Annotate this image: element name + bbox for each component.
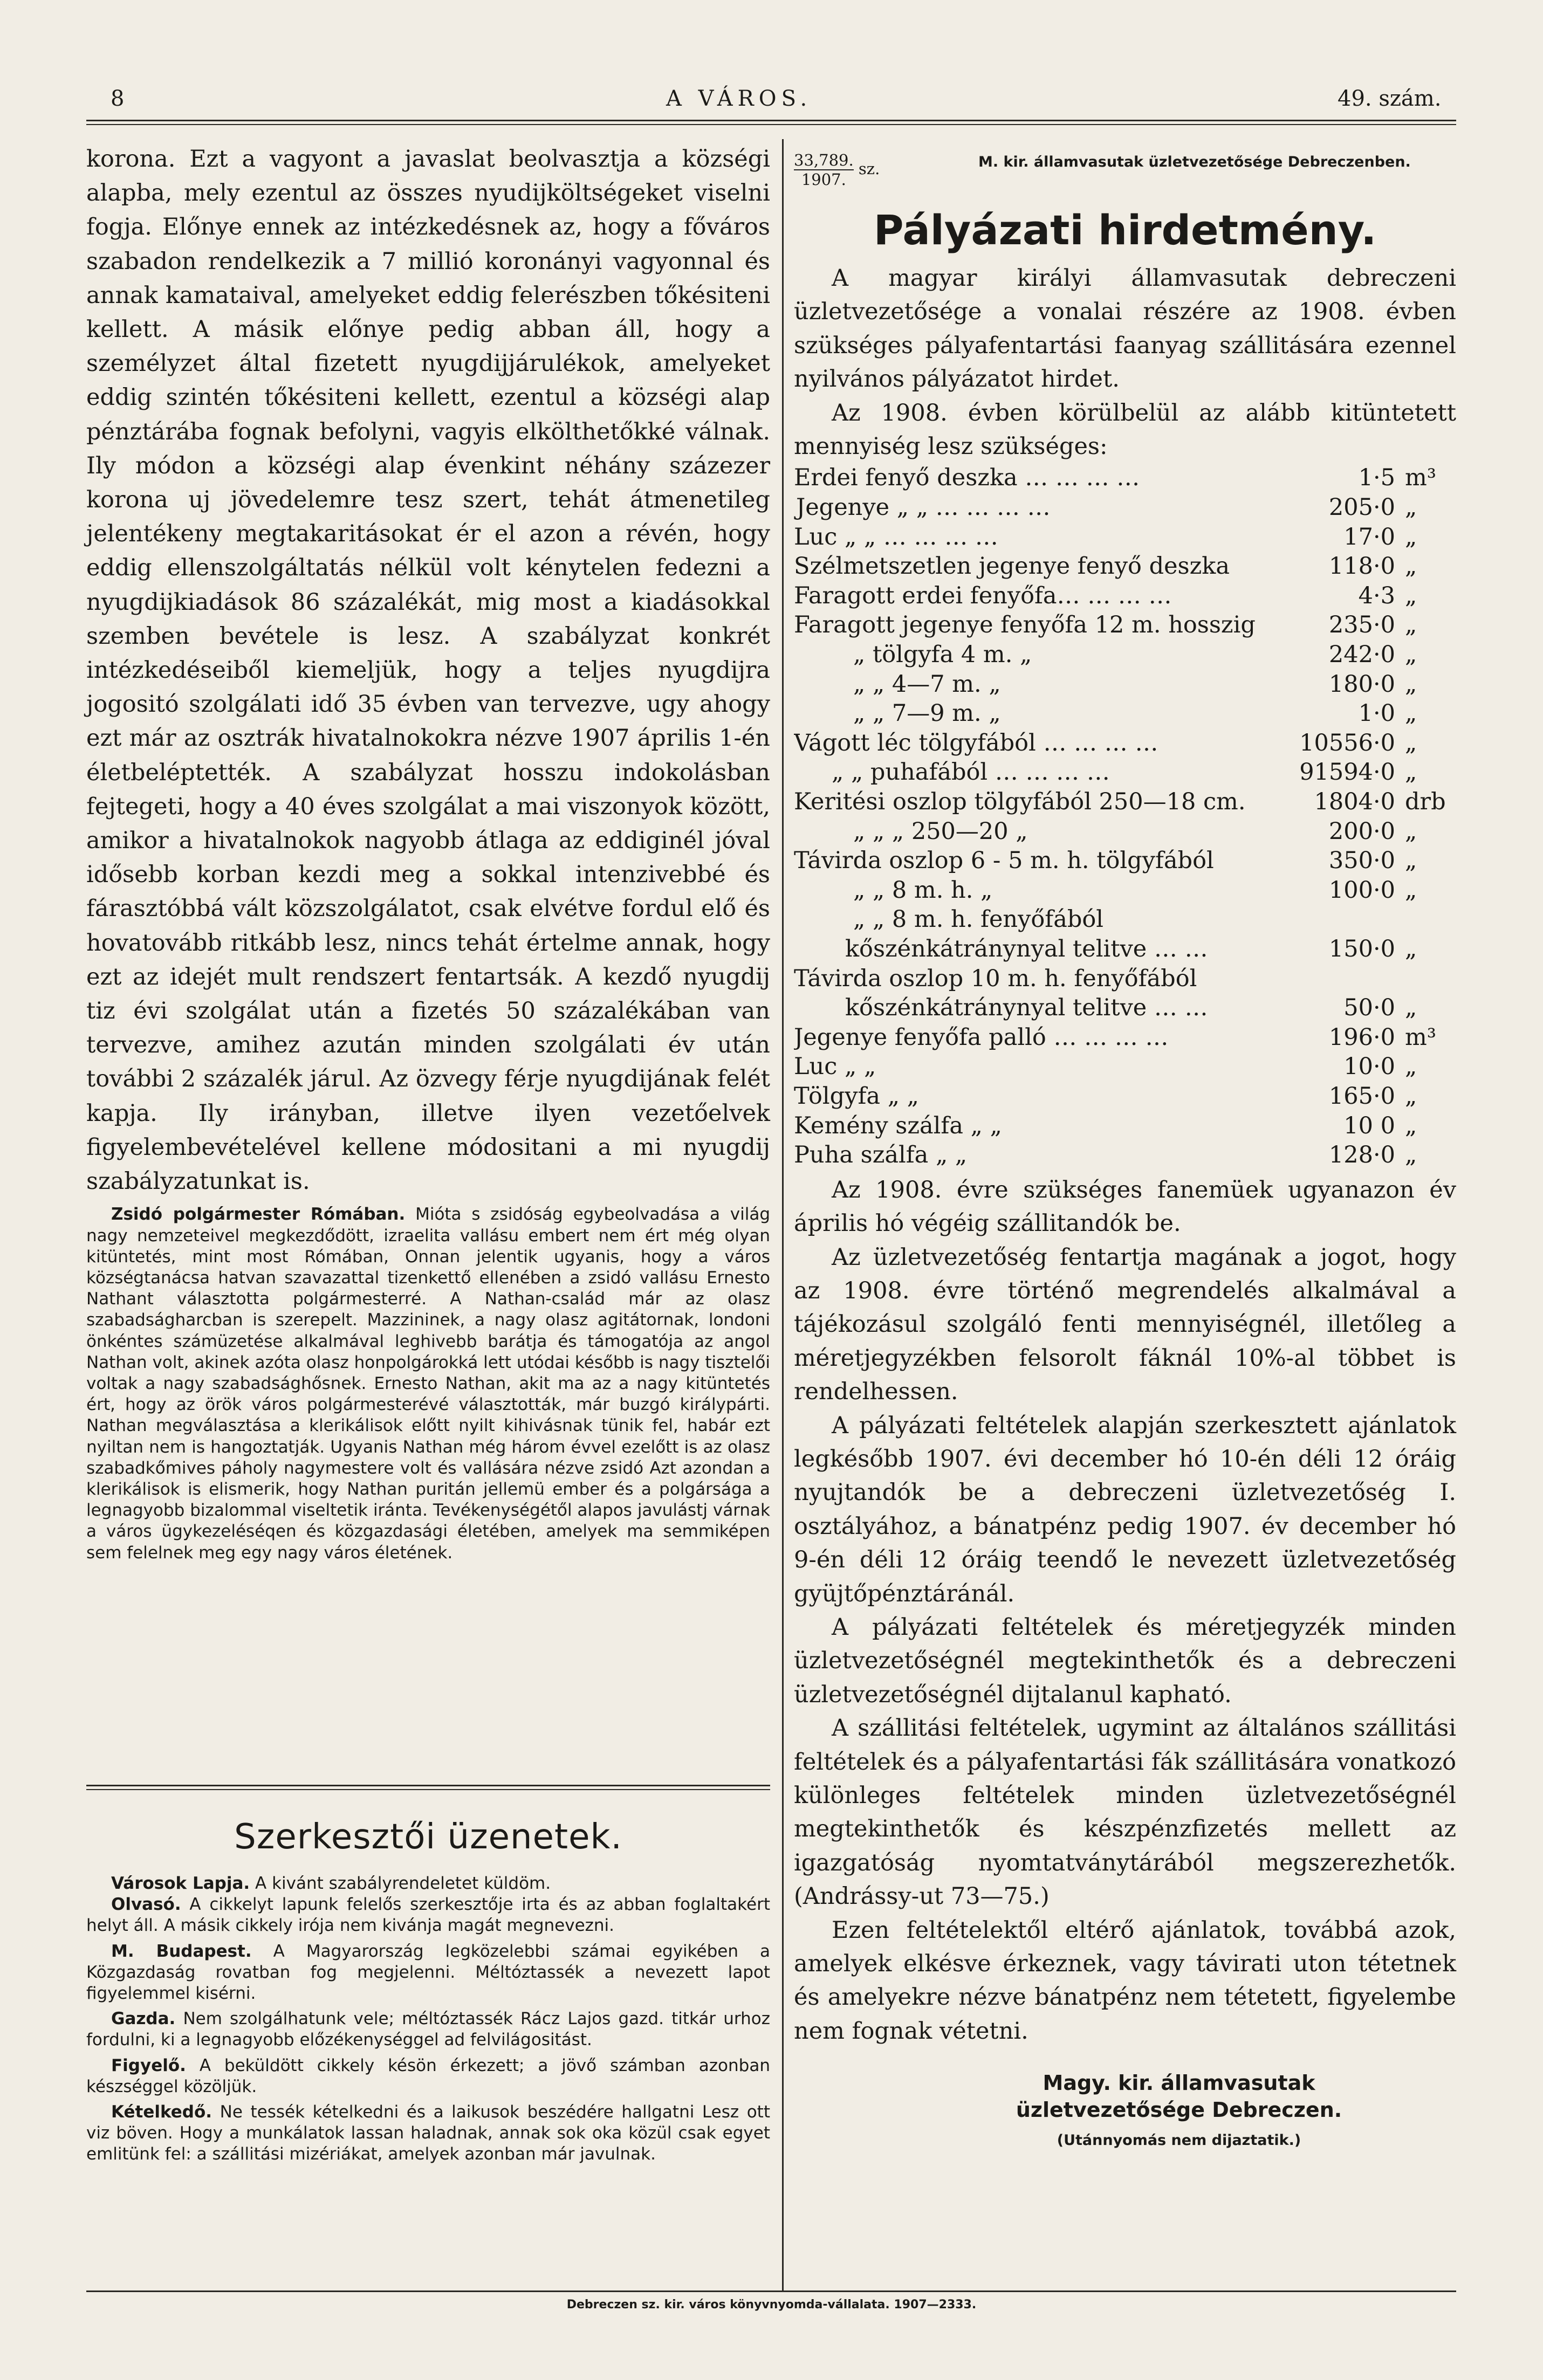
material-unit (1395, 905, 1456, 934)
material-quantity: 91594·0 (1299, 759, 1396, 786)
material-quantity: 200·0 (1328, 817, 1396, 845)
material-quantity: 235·0 (1328, 611, 1396, 639)
material-name: Erdei fenyő deszka … … … … (794, 464, 1140, 492)
material-name: Szélmetszetlen jegenye fenyő deszka (794, 553, 1230, 580)
material-quantity: 1·5 (1358, 464, 1396, 492)
notice-paragraph: Ezen feltételektől eltérő ajánlatok, továbbá azok, amelyek elkésve érkeznek, vagy távirati uton tétetnek és amelyekre nézve bánatpénz nem tétetett, figyelembe nem fognak vétetni. (794, 1916, 1456, 2045)
material-quantity (1299, 905, 1395, 934)
note-text: A beküldött cikkely késön érkezett; a jövő számban azonban készséggel közöljük. (86, 2055, 770, 2096)
material-unit: „ (1405, 729, 1417, 756)
material-name: Távirda oszlop 6 - 5 m. h. tölgyfából (794, 847, 1214, 875)
material-name: Faragott erdei fenyőfa… … … … (794, 582, 1172, 609)
table-row (794, 728, 1456, 758)
notice-paragraph: A szállitási feltételek, ugymint az általános szállitási feltételek és a pályafentartási fák szállitására vonatkozó különleges feltételek minden üzletvezetőségnél megtekinthetők és készpénzfizetés mellett az igazgatóság nyomtatványtárából megszerezhetők. (Andrássy-ut 73—75.) (794, 1715, 1456, 1910)
material-name: „ „ 7—9 m. „ (853, 700, 1001, 727)
editor-notes-section (86, 1817, 770, 2165)
notice-lead: Az 1908. évben körülbelül az alább kitüntetett mennyiség lesz szükséges: (794, 399, 1456, 460)
notice-title: Pályázati hirdetmény. (873, 206, 1377, 254)
material-name: Távirda oszlop 10 m. h. fenyőfából (794, 965, 1197, 992)
material-quantity: 10556·0 (1299, 729, 1396, 756)
material-name: „ „ 4—7 m. „ (853, 670, 1001, 698)
note-text: A kivánt szabályrendeletet küldöm. (255, 1874, 551, 1893)
material-unit: „ (1405, 611, 1417, 639)
printer-imprint: Debreczen sz. kir. város könyvnyomda-vállalata. 1907—2333. (566, 2298, 977, 2312)
material-name: Kemény szálfa „ „ (794, 1112, 1002, 1139)
news-item (86, 1204, 770, 1563)
material-name: kőszénkátránynyal telitve … … (845, 935, 1208, 962)
editor-note (86, 1894, 770, 1936)
material-unit: drb (1405, 788, 1446, 815)
material-unit: „ (1405, 935, 1417, 962)
table-row (794, 787, 1456, 817)
signature-line: üzletvezetősége Debreczen. (1016, 2098, 1342, 2122)
notice-paragraph: Az üzletvezetőség fentartja magának a jogot, hogy az 1908. évre történő megrendelés alkalmával a tájékozásul szolgáló fenti mennyiségnél, illetőleg a méretjegyzékben felsorolt fáknál 10%-al többet is rendelhessen. (794, 1243, 1456, 1406)
table-row (794, 610, 1456, 640)
note-recipient: Gazda. (111, 2009, 176, 2029)
table-row (794, 846, 1456, 876)
material-name: Puha szálfa „ „ (794, 1141, 968, 1169)
material-quantity: 10 0 (1343, 1112, 1396, 1139)
left-column (86, 142, 770, 1564)
material-name: „ „ 8 m. h. „ (853, 876, 993, 904)
table-row (794, 670, 1456, 699)
material-unit: „ (1405, 582, 1417, 609)
material-quantity: 242·0 (1328, 641, 1396, 668)
material-unit: „ (1405, 1141, 1417, 1169)
material-quantity: 180·0 (1328, 670, 1396, 698)
note-recipient: Olvasó. (111, 1895, 181, 1915)
material-name: „ „ „ 250—20 „ (853, 817, 1028, 845)
note-text: A cikkelyt lapunk felelős szerkesztője irta és az abban foglaltakért helyt áll. A másik cikkely irója nem kivánja magát megnevezni. (86, 1895, 770, 1936)
material-quantity: 50·0 (1343, 994, 1396, 1022)
notice-signature (902, 2069, 1456, 2149)
notice-heading-line (794, 151, 1456, 205)
table-row (794, 493, 1456, 522)
material-name: Luc „ „ (794, 1053, 876, 1081)
issuer-line: M. kir. államvasutak üzletvezetősége Debreczenben. (978, 154, 1411, 170)
reference-number-value: 33,789. (794, 151, 854, 169)
section-rule (86, 1785, 770, 1786)
material-quantity (1299, 964, 1395, 994)
editor-notes-list (86, 1873, 770, 2165)
note-text: A Magyarország legközelebbi számai egyikében a Közgazdaság rovatban fog megjelenni. Méltóztassék a nevezett lapot figyelemmel kisérni. (86, 1941, 770, 2004)
table-row (794, 905, 1456, 934)
news-title: Zsidó polgármester Rómában. (111, 1205, 406, 1225)
editor-note (86, 1941, 770, 2005)
material-unit: „ (1405, 994, 1417, 1022)
material-quantity: 165·0 (1328, 1082, 1396, 1110)
section-rule-thin (86, 1789, 770, 1790)
material-unit: „ (1405, 847, 1417, 875)
table-row (794, 552, 1456, 581)
material-name: Tölgyfa „ „ (794, 1082, 919, 1110)
column-divider (782, 139, 784, 2290)
material-unit: „ (1405, 670, 1417, 698)
running-title: A VÁROS. (666, 86, 812, 111)
material-quantity: 128·0 (1328, 1141, 1396, 1169)
note-recipient: Kételkedő. (111, 2102, 212, 2122)
table-row (794, 1082, 1456, 1111)
material-quantity: 4·3 (1358, 582, 1396, 609)
editor-note (86, 1873, 770, 1894)
material-name: Luc „ „ … … … … (794, 523, 998, 551)
material-name: kőszénkátránynyal telitve … … (845, 994, 1208, 1022)
reference-number (794, 151, 880, 189)
material-unit: „ (1405, 494, 1417, 521)
note-text: Nem szolgálhatunk vele; méltóztassék Rácz Lajos gazd. titkár urhoz fordulni, ki a legnagyobb előzékenységgel ad felvilágositást. (86, 2009, 770, 2050)
notice-paragraph: A pályázati feltételek alapján szerkesztett ajánlatok legkésőbb 1907. évi december hó 10-én déli 12 óráig nyujtandók be a debreczeni üzletvezetőség I. osztályához, a bánatpénz pedig 1907. év december hó 9-én déli 12 óráig teendő le nevezett üzletvezetőség gyüjtőpénztáránál. (794, 1412, 1456, 1607)
material-unit: „ (1405, 759, 1417, 786)
material-quantity: 1·0 (1358, 700, 1396, 727)
table-row (794, 934, 1456, 964)
editor-note (86, 2055, 770, 2097)
table-row (794, 522, 1456, 552)
material-quantity: 205·0 (1328, 494, 1396, 521)
note-recipient: Városok Lapja. (111, 1874, 250, 1893)
material-unit: „ (1405, 876, 1417, 904)
table-row (794, 581, 1456, 611)
material-name: „ „ 8 m. h. fenyőfából (853, 906, 1104, 933)
notice-intro: A magyar királyi államvasutak debreczeni üzletvezetősége a vonalai részére az 1908. évben szükséges pályafentartási faanyag szállitására ezennel nyilvános pályázatot hirdet. (794, 265, 1456, 393)
material-unit: „ (1405, 553, 1417, 580)
notice-paragraph: Az 1908. évre szükséges fanemüek ugyanazon év április hó végéig szállitandók be. (794, 1176, 1456, 1237)
table-row (794, 699, 1456, 728)
table-row (794, 1111, 1456, 1141)
reference-year: 1907. (801, 170, 846, 189)
material-name: Faragott jegenye fenyőfa 12 m. hosszig (794, 611, 1256, 639)
material-quantity: 350·0 (1328, 847, 1396, 875)
editor-notes-title: Szerkesztői üzenetek. (234, 1817, 622, 1857)
material-unit: m³ (1405, 1023, 1437, 1051)
materials-table (794, 463, 1456, 1170)
header-rule (86, 120, 1456, 121)
material-quantity: 196·0 (1328, 1023, 1396, 1051)
material-quantity: 100·0 (1328, 876, 1396, 904)
material-unit (1395, 964, 1456, 994)
material-unit: „ (1405, 1053, 1417, 1081)
material-unit: „ (1405, 817, 1417, 845)
table-row (794, 993, 1456, 1023)
table-row (794, 964, 1456, 994)
material-name: Jegenye fenyőfa palló … … … … (794, 1023, 1169, 1051)
material-name: Keritési oszlop tölgyfából 250—18 cm. (794, 788, 1246, 815)
note-recipient: M. Budapest. (111, 1941, 252, 1961)
table-row (794, 1052, 1456, 1082)
material-quantity: 150·0 (1328, 935, 1396, 962)
table-row (794, 1023, 1456, 1053)
table-row (794, 1140, 1456, 1170)
material-name: „ „ puhafából … … … … (832, 759, 1110, 786)
table-row (794, 876, 1456, 905)
material-quantity: 1804·0 (1314, 788, 1396, 815)
material-name: Jegenye „ „ … … … … (796, 494, 1051, 521)
editor-note (86, 2102, 770, 2165)
signature-line: Magy. kir. államvasutak (1043, 2071, 1315, 2095)
issue-number: 49. szám. (1338, 86, 1442, 111)
table-row (794, 817, 1456, 847)
note-recipient: Figyelő. (111, 2055, 186, 2075)
table-row (794, 758, 1456, 787)
pension-article-text: korona. Ezt a vagyont a javaslat beolvasztja a községi alapba, mely ezentul az összes nyudijköltségeket viselni fogja. Előnye ennek az intézkedésnek az, hogy a főváros szabadon rendelkezik a 7 millió koronányi vagyonnal és annak kamataival, amelyeket eddig felerészben tőkésiteni kellett. A másik előnye pedig abban áll, hogy a személyzet által fizetett nyugdijjárulékok, amelyeket eddig szintén tőkésiteni kellett, ezentul a községi alap pénztárába fognak befolyni, vagyis elkölthetőkké válnak. Ily módon a községi alap évenkint néhány százezer korona uj jövedelemre tesz szert, tehát átmenetileg jelentékeny megtakaritásokat ér el azon a révén, hogy eddig ellenszolgáltatás nélkül volt kénytelen fedezni a nyugdijkiadások 86 százalékát, mig most a kiadásokkal szemben bevétele is lesz. A szabályzat konkrét intézkedéseiből kiemeljük, hogy a teljes nyugdijra jogositó szolgálati idő 35 évben van tervezve, ugy ahogy ezt már az osztrák hivatalnokokra nézve 1907 április 1-én életbeléptették. A szabályzat hosszu indokolásban fejtegeti, hogy a 40 éves szolgálat a mai viszonyok között, amikor a hivatalnokok nagyobb átlaga az eddiginél jóval idősebb korban kezdi meg a sokkal intenzivebbé és fárasztóbbá vált közszolgálatot, csak elvétve fordul elő és hovatovább ritkább lesz, nincs tehát értelme annak, hogy ezt az idejét mult rendszert fentartsák. A kezdő nyugdij tiz évi szolgálat után a fizetés 50 százalékában van tervezve, amihez azután minden szolgálati év után további 2 százalék járul. Az özvegy férje nyugdijának felét kapja. Ily irányban, illetve ilyen vezetőelvek figyelembevételével kellene módositani a mi nyugdij szabályzatunkat is. (86, 146, 770, 1195)
news-body: Mióta s zsidóság egybeolvadása a világ nagy nemzeteivel megkezdődött, izraelita vallásu embert nem ért még olyan kitüntetés, mint most Rómában, Onnan jelentik ugyanis, hogy a város községtanácsa hatvan szavazattal tizenkettő ellenében a zsidó vallásu Ernesto Nathant választotta polgármesterré. A Nathan-család már az olasz szabadságharcban is szerepelt. Mazzininek, a nagy olasz agitátornak, londoni önkéntes számüzetése alkalmával leghivebb barátja és támogatója az angol Nathan volt, akinek azóta olasz honpolgárokká lett utódai később is nagy tisztelői voltak a nagy szabadsághősnek. Ernesto Nathan, akit ma az a nagy kitüntetés ért, hogy az örök város polgármesterévé választották, már buzgó királypárti. Nathan megválasztása a klerikálisok előtt nyilt kihivásnak tünik fel, habár ezt nyiltan nem is hangoztatják. Ugyanis Nathan még három évvel ezelőtt is az olasz szabadkőmives páholy nagymestere volt és vallására nézve zsidó Azt azondan a klerikálisok is elismerik, hogy Nathan puritán jellemü ember és a polgársága a legnagyobb bizalommal viseltetik iránta. Tevékenységétől alapos javulástj várnak a város ügykezeléséqen és közgazdasági életében, amelyek ma semmiképen sem felelnek meg egy nagy város életének. (86, 1205, 770, 1563)
header-rule-thin (86, 124, 1456, 125)
material-unit: „ (1405, 1112, 1417, 1139)
reference-fraction (794, 151, 854, 189)
material-unit: „ (1405, 641, 1417, 668)
editor-note (86, 2008, 770, 2051)
reprint-note: (Utánnyomás nem dijaztatik.) (1057, 2132, 1301, 2149)
note-text: Ne tessék kételkedni és a laikusok beszédére hallgatni Lesz ott viz böven. Hogy a munkálatok lassan haladnak, annak sok oka közül csak egyet emlitünk fel: a szállitási mizériákat, amelyek azonban már javulnak. (86, 2102, 770, 2164)
material-name: Vágott léc tölgyfából … … … … (794, 729, 1158, 756)
material-unit: m³ (1405, 464, 1437, 492)
reference-suffix: sz. (858, 160, 880, 178)
material-unit: „ (1405, 523, 1417, 551)
page-number: 8 (111, 86, 125, 111)
material-quantity: 10·0 (1343, 1053, 1396, 1081)
material-quantity: 17·0 (1343, 523, 1396, 551)
material-unit: „ (1405, 1082, 1417, 1110)
table-row (794, 463, 1456, 493)
material-unit: „ (1405, 700, 1417, 727)
tender-notice (794, 151, 1456, 2149)
table-row (794, 640, 1456, 670)
footer-rule (86, 2290, 1456, 2292)
material-quantity: 118·0 (1328, 553, 1396, 580)
notice-paragraph: A pályázati feltételek és méretjegyzék minden üzletvezetőségnél megtekinthetők és a debreczeni üzletvezetőségnél dijtalanul kapható. (794, 1613, 1456, 1708)
material-name: „ tölgyfa 4 m. „ (853, 641, 1032, 668)
